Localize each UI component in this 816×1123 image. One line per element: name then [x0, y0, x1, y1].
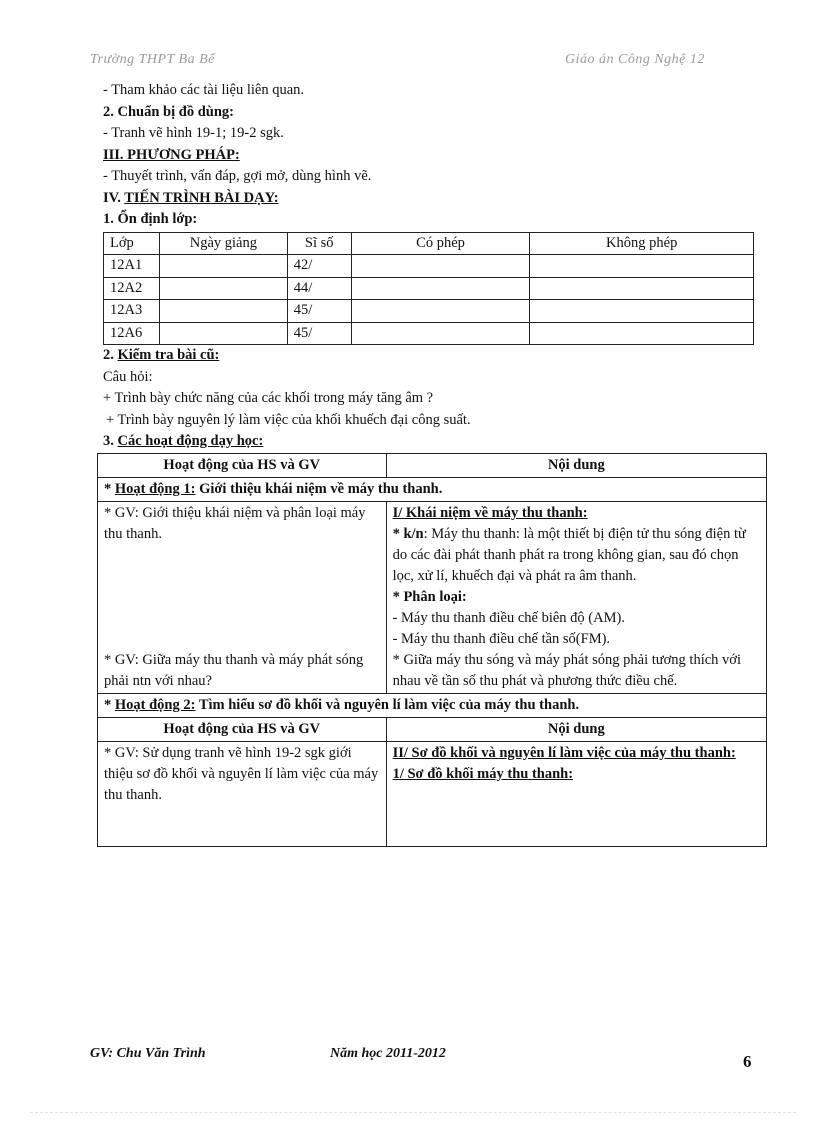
classification-am: - Máy thu thanh điều chế biên độ (AM). [392, 609, 625, 626]
footer-year: Năm học 2011-2012 [330, 1046, 446, 1061]
attendance-header-cell: Sĩ số [287, 232, 351, 255]
activities-prefix: 3. [103, 433, 118, 449]
attendance-date [159, 300, 287, 323]
activity-2-name: Hoạt động 2: [114, 696, 196, 713]
activities-col-hs-gv: Hoạt động của HS và GV [98, 453, 387, 477]
attendance-header-cell: Lớp [104, 232, 160, 255]
classification-fm: - Máy thu thanh điều chế tần số(FM). [392, 630, 611, 647]
activities-header-row [98, 453, 767, 477]
activity-1-left-gv-1: * GV: Giới thiệu khái niệm và phân loại máy thu thanh. [104, 504, 366, 542]
activity-2-right-subtitle: 1/ Sơ đồ khối máy thu thanh: [392, 765, 574, 782]
attendance-row [104, 300, 754, 323]
process-title: TIẾN TRÌNH BÀI DẠY: [124, 189, 279, 206]
attendance-row [104, 277, 754, 300]
process-prefix: IV. [103, 189, 125, 206]
classification-label: * Phân loại: [392, 588, 467, 605]
reference-line: - Tham khảo các tài liệu liên quan. [103, 82, 305, 98]
attendance-excused [351, 322, 530, 345]
attendance-count: 45/ [287, 300, 351, 323]
activity-1-row [98, 501, 767, 693]
activity-1-left-gv-2: * GV: Giữa máy thu thanh và máy phát sóng phải ntn với nhau? [104, 651, 364, 689]
attendance-excused [351, 255, 530, 278]
attendance-unexcused [530, 300, 754, 323]
attendance-header-row [104, 232, 754, 255]
header-subject: Giáo án Công Nghệ 12 [565, 52, 705, 67]
definition [393, 524, 760, 587]
preparation-title: 2. Chuẩn bị đồ dùng: [103, 103, 234, 120]
attendance-header-cell: Ngày giảng [159, 232, 287, 255]
activities-col-content: Nội dung [386, 453, 766, 477]
footer-teacher: GV: Chu Văn Trình [90, 1046, 206, 1061]
attendance-unexcused [530, 322, 754, 345]
attendance-count: 42/ [287, 255, 351, 278]
method-item: - Thuyết trình, vấn đáp, gợi mở, dùng hình vẽ. [103, 168, 372, 184]
activity-2-prefix: * [104, 696, 115, 713]
question-label: Câu hỏi: [103, 368, 153, 385]
attendance-date [159, 255, 287, 278]
activity-1-header [98, 477, 767, 501]
activity-1-right [386, 501, 766, 693]
activity-2-row [98, 741, 767, 846]
attendance-date [159, 277, 287, 300]
attendance-class: 12A6 [104, 322, 160, 345]
compatibility-note: * Giữa máy thu sóng và máy phát sóng phải tương thích với nhau về tần số thu phát và phương thức điều chế. [392, 651, 741, 689]
activity-1-left [98, 501, 387, 693]
activity-1-right-title: I/ Khái niệm về máy thu thanh: [392, 504, 588, 521]
activity-1-header-row [98, 477, 767, 501]
activities-col-hs-gv: Hoạt động của HS và GV [98, 717, 387, 741]
activity-1-text: Giới thiệu khái niệm về máy thu thanh. [195, 480, 443, 497]
footer-divider [30, 1112, 796, 1113]
attendance-table [103, 232, 754, 346]
attendance-count: 45/ [287, 322, 351, 345]
definition-text: : Máy thu thanh: là một thiết bị điện tử thu sóng điện từ do các đài phát thanh phát ra trong không gian, sau đó chọn lọc, xử lí, khuếch đại và phát ra âm thanh. [392, 525, 746, 584]
activities-heading [103, 431, 763, 453]
attendance-excused [351, 277, 530, 300]
activity-2-header-row [98, 693, 767, 717]
method-title: III. PHƯƠNG PHÁP: [103, 146, 240, 163]
attendance-unexcused [530, 277, 754, 300]
check-prefix: 2. [103, 347, 118, 363]
attendance-class: 12A3 [104, 300, 160, 323]
activity-2-header [98, 693, 767, 717]
activities-title: Các hoạt động dạy học: [117, 433, 264, 449]
attendance-date [159, 322, 287, 345]
activity-2-text: Tìm hiểu sơ đồ khối và nguyên lí làm việc của máy thu thanh. [195, 696, 580, 713]
attendance-unexcused [530, 255, 754, 278]
attendance-header-cell: Có phép [351, 232, 530, 255]
question-2: + Trình bày nguyên lý làm việc của khối khuếch đại công suất. [106, 411, 471, 428]
stabilize-title: 1. Ổn định lớp: [103, 211, 198, 227]
activities-header-row-2 [98, 717, 767, 741]
activities-table [97, 453, 767, 847]
attendance-header-cell: Không phép [530, 232, 754, 255]
activity-2-right [386, 741, 766, 846]
activity-1-prefix: * [104, 480, 115, 497]
activity-2-left: * GV: Sử dụng tranh vẽ hình 19-2 sgk giới thiệu sơ đồ khối và nguyên lí làm việc của máy thu thanh. [98, 741, 387, 846]
page-content [103, 80, 763, 847]
attendance-class: 12A2 [104, 277, 160, 300]
preparation-item: - Tranh vẽ hình 19-1; 19-2 sgk. [103, 125, 284, 141]
attendance-class: 12A1 [104, 255, 160, 278]
page-number: 6 [743, 1052, 752, 1071]
activity-1-name: Hoạt động 1: [114, 480, 196, 497]
attendance-excused [351, 300, 530, 323]
definition-label: * k/n [392, 525, 424, 542]
header-school: Trường THPT Ba Bể [90, 52, 215, 67]
attendance-row [104, 322, 754, 345]
question-1: + Trình bày chức năng của các khối trong máy tăng âm ? [103, 390, 434, 406]
process-heading [103, 188, 763, 210]
check-title: Kiểm tra bài cũ: [117, 347, 220, 363]
activities-col-content: Nội dung [386, 717, 766, 741]
check-heading [103, 345, 763, 367]
attendance-count: 44/ [287, 277, 351, 300]
activity-2-right-title: II/ Sơ đồ khối và nguyên lí làm việc của máy thu thanh: [392, 744, 736, 761]
attendance-row [104, 255, 754, 278]
